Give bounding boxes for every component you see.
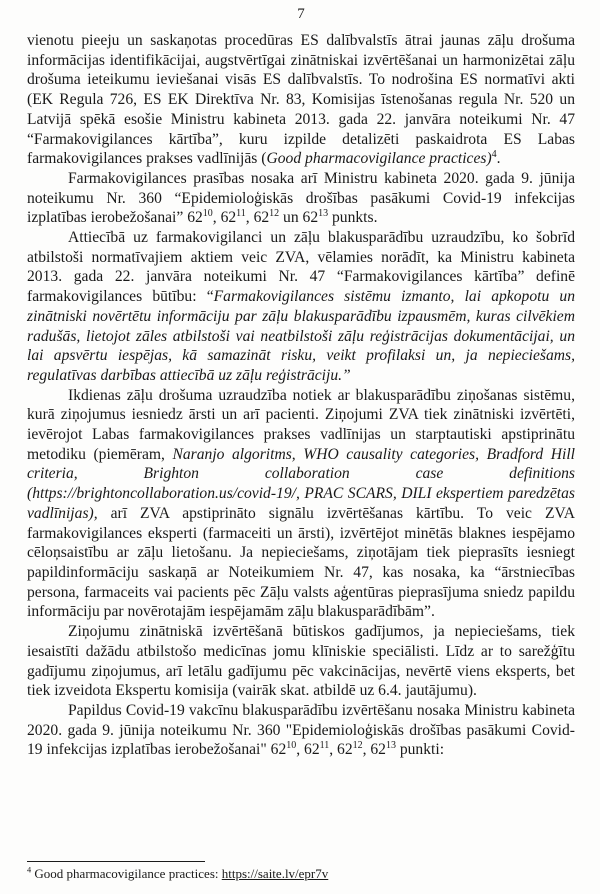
text-run: . [496, 150, 501, 168]
text-run: , 62 [296, 741, 320, 759]
text-run: Papildus Covid-19 vakcīnu blakusparādību izvērtēšanu nosaka Ministru kabineta 2020. gada 9. jūnija noteikumu Nr. 360 "Epidemioloģiskās drošības pasākumi Covid-19 infekcijas izplatības ierobežošanai" 62 [27, 701, 575, 759]
paragraph [27, 622, 575, 701]
superscript: 10 [202, 208, 213, 220]
italic-text-run: Farmakovigilances sistēmu izmanto, lai apkopotu un zinātniski novērtētu informāciju par zāļu blakusparādību izpausmēm, kuras cilvēkiem radušās, lietojot zāles atbilstoši vai neatbilstoši zāļu reģistrācijas dokumentācijai, un lai apsvērtu iespējas, kā samazināt risku, veikt profilaksi un, ja nepieciešams, regulatīvas darbības attiecībā uz zāļu reģistrāciju.” [27, 288, 575, 384]
superscript: 11 [319, 740, 330, 752]
italic-text-run: Good pharmacovigilance practices) [266, 150, 492, 168]
footnote-label: Good pharmacovigilance practices: [31, 866, 222, 881]
superscript: 12 [352, 740, 363, 752]
text-run: un 62 [279, 209, 319, 227]
italic-text-run: Naranjo algoritms, WHO causality categories, Bradford Hill criteria, Brighton collaboration case definitions (https://brightoncollaboration.us/covid-19/, PRAC SCARS, DILI ekspertiem paredzētas vadlīnijas), [27, 445, 575, 522]
document-body [27, 31, 575, 760]
paragraph [27, 169, 575, 228]
superscript: 11 [236, 208, 246, 220]
paragraph [27, 701, 575, 760]
paragraph [27, 386, 575, 622]
text-run: punkts. [328, 209, 378, 227]
superscript: 12 [269, 208, 280, 220]
paragraph [27, 31, 575, 169]
text-run: Ikdienas zāļu drošuma uzraudzība notiek ar blakusparādību ziņošanas sistēmu, kurā ziņojumus iesniedz ārsti un arī pacienti. Ziņojumi ZVA tiek zinātniski izvērtēti, ievērojot Labas farmakovigilances prakses vadlīnijas un starptautiski apstiprinātu metodiku (piemēram, [27, 386, 575, 463]
superscript: 4 [491, 149, 497, 161]
text-run: , 62 [212, 209, 237, 227]
superscript: 13 [385, 740, 396, 752]
footnote-link[interactable]: https://saite.lv/epr7v [221, 866, 329, 881]
text-run: Ziņojumu zinātniskā izvērtēšanā būtiskos gadījumos, ja nepieciešams, tiek iesaistīti dažādu atbilstošo medicīnas jomu klīniskie speciālisti. Līdz ar to sarežģītu gadījumu ziņojumus, arī letālu gadījumu pēc vakcinācijas, nevērtē viens eksperts, bet tiek izveidota Ekspertu komisija (vairāk skat. atbildē uz 6.4. jautājumu). [27, 623, 575, 700]
page-number: 7 [297, 6, 305, 22]
text-run: Farmakovigilances prasības nosaka arī Ministru kabineta 2020. gada 9. jūnija noteikumu Nr. 360 “Epidemioloģiskās drošības pasākumi Covid-19 infekcijas izplatības ierobežošanai” 62 [27, 169, 575, 227]
text-run: , 62 [245, 209, 270, 227]
footnote [27, 866, 575, 882]
superscript: 13 [318, 208, 329, 220]
footnote-marker: 4 [27, 865, 32, 875]
superscript: 10 [286, 740, 297, 752]
footnote-separator [27, 861, 205, 862]
text-run: vienotu pieeju un saskaņotas procedūras ES dalībvalstīs ātrai jaunas zāļu drošuma informācijas identifikācijai, augstvērtīgai zinātniskai izvērtēšanai un harmonizētai zāļu drošuma ieteikumu ieviešanai visās ES dalībvalstīs. To nodrošina ES normatīvi akti (EK Regula 726, ES EK Direktīva Nr. 83, Komisijas īstenošanas regula Nr. 520 un Latvijā spēkā esošie Ministru kabineta 2013. gada 22. janvāra noteikumi Nr. 47 “Farmakovigilances kārtība”, kuru izpilde detalizēti paskaidrota ES Labas farmakovigilances prakses vadlīnijās ( [27, 32, 575, 168]
text-run: arī ZVA apstiprināto signālu izvērtēšanas kārtību. To veic ZVA farmakovigilances eksperti (farmaceiti un ārsti), izvērtējot minētās blaknes iespējamo cēloņsaistību ar zāļu lietošanu. Ja nepieciešams, ziņotājam tiek pieprasīts iesniegt papildinformāciju saskaņā ar Noteikumiem Nr. 47, kas nosaka, ka “ārstniecības persona, farmaceits vai pacients pēc Zāļu valsts aģentūras pieprasījuma sniedz papildu informāciju par novērotajām iespējamām zāļu blakusparādībām”. [27, 504, 575, 621]
paragraph [27, 228, 575, 386]
text-run: punkti: [395, 741, 445, 759]
text-run: Attiecībā uz farmakovigilanci un zāļu blakusparādību uzraudzību, ko šobrīd atbilstoši normatīvajiem aktiem veic ZVA, vēlamies norādīt, ka Ministru kabineta 2013. gada 22. janvāra noteikumi Nr. 47 “Farmakovigilances kārtība” definē farmakovigilances būtību: “ [27, 229, 575, 306]
text-run: , 62 [329, 741, 353, 759]
text-run: , 62 [362, 741, 386, 759]
